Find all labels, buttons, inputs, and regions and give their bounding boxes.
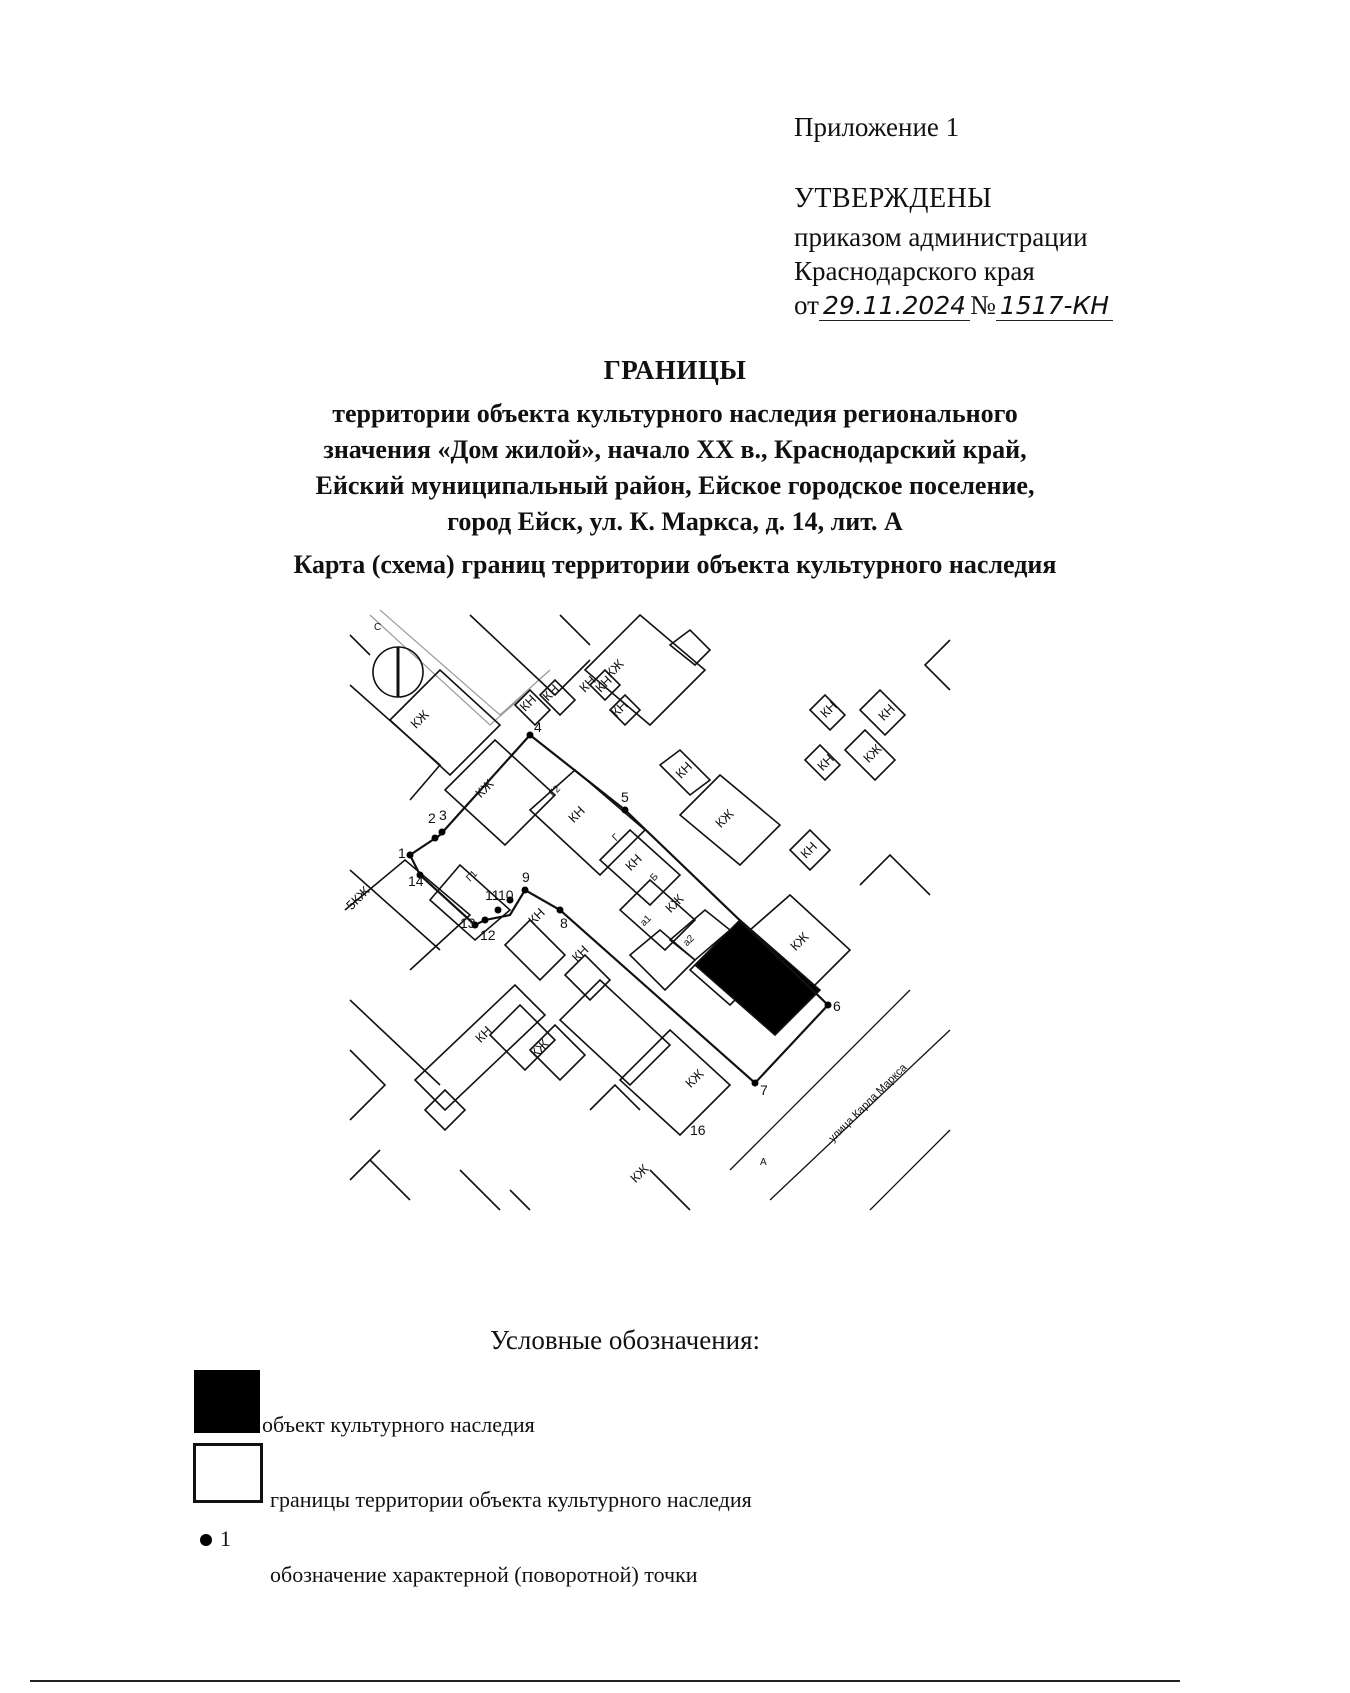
building-label: КН	[672, 758, 695, 782]
building-label: КЖ	[407, 706, 432, 732]
point-label-12: 12	[480, 927, 496, 943]
title-main: ГРАНИЦЫ	[603, 355, 747, 385]
title-line-1: территории объекта культурного наследия регионального	[332, 399, 1018, 428]
point-label-4: 4	[534, 719, 542, 735]
boundary-map	[342, 610, 1010, 1275]
handwritten-date: 29.11.2024	[819, 291, 970, 321]
document-title	[0, 355, 1350, 540]
building-label: КЖ	[860, 741, 885, 766]
building-label: КН	[565, 803, 588, 826]
small-label: а1	[638, 913, 654, 929]
building-label: КН	[539, 681, 562, 704]
date-prefix: от	[794, 290, 819, 320]
small-label: А	[760, 1157, 767, 1168]
map-caption: Карта (схема) границ территории объекта культурного наследия	[293, 550, 1057, 579]
building-label: КН	[568, 942, 592, 965]
building-label: КН	[814, 751, 837, 774]
building-label: КН	[797, 838, 820, 862]
order-line-1: приказом администрации	[794, 222, 1088, 252]
building-label: КЖ	[712, 806, 737, 831]
street-label: улица Карла Маркса	[826, 1061, 910, 1145]
small-label: Г2	[547, 783, 563, 800]
building-label: КН	[607, 697, 631, 720]
building-label: КЖ	[602, 656, 627, 681]
legend-heritage-label: объект культурного наследия	[262, 1412, 535, 1437]
building-label: КН	[576, 672, 599, 696]
territory-boundary	[410, 735, 828, 1083]
small-label: а2	[681, 933, 697, 949]
title-line-4: город Ейск, ул. К. Маркса, д. 14, лит. А	[447, 507, 903, 536]
point-label-2: 2	[428, 810, 436, 826]
building-label: КЖ	[472, 776, 497, 801]
small-label: С	[374, 622, 382, 633]
title-line-3: Ейский муниципальный район, Ейское городское поселение,	[315, 471, 1035, 500]
order-date-line	[794, 290, 1113, 321]
handwritten-number: 1517-КН	[996, 291, 1113, 321]
legend-heritage-swatch	[194, 1370, 260, 1433]
point-label-16: 16	[690, 1122, 706, 1138]
footer-divider	[30, 1680, 1180, 1682]
approved-heading: УТВЕРЖДЕНЫ	[794, 183, 993, 214]
building-label: КЖ	[787, 929, 812, 954]
point-label-6: 6	[833, 998, 841, 1014]
point-label-7: 7	[760, 1082, 768, 1098]
legend-boundary-label: границы территории объекта культурного наследия	[270, 1487, 752, 1512]
building-label: КН	[592, 672, 615, 696]
building-label: КЖ	[527, 1036, 552, 1061]
building-label: КН	[622, 851, 645, 874]
point-label-8: 8	[560, 915, 568, 931]
building-label: КН	[516, 691, 540, 715]
point-label-10: 10	[498, 887, 514, 903]
order-line-2: Краснодарского края	[794, 256, 1035, 286]
building-label: 5КЖ	[342, 883, 373, 913]
building-label: КЖ	[627, 1161, 652, 1186]
point-label-14: 14	[408, 873, 424, 889]
building-label: КН	[525, 905, 548, 928]
point-label-9: 9	[522, 869, 530, 885]
point-label-11: 11	[485, 887, 500, 903]
small-label: Б	[648, 871, 661, 884]
legend-title: Условные обозначения:	[490, 1325, 761, 1355]
building-label: КЖ	[662, 891, 687, 916]
number-sign: №	[970, 290, 996, 320]
building-label: КН	[875, 701, 898, 724]
point-label-13: 13	[460, 915, 476, 931]
legend-point-number: 1	[220, 1526, 231, 1551]
title-line-2: значения «Дом жилой», начало XX в., Краснодарский край,	[323, 435, 1027, 464]
point-label-5: 5	[621, 789, 629, 805]
small-label: Г	[610, 832, 622, 844]
point-label-3: 3	[439, 807, 447, 823]
building-label: КН	[472, 1023, 495, 1046]
appendix-label: Приложение 1	[794, 112, 960, 142]
point-label-1: 1	[398, 845, 406, 861]
small-label: Г1	[464, 868, 480, 885]
legend-boundary-swatch	[193, 1443, 263, 1503]
legend-point-marker-icon	[200, 1534, 212, 1546]
building-label: КЖ	[682, 1066, 707, 1091]
building-label: КН	[817, 698, 840, 721]
legend-point-label: обозначение характерной (поворотной) точки	[270, 1562, 698, 1587]
